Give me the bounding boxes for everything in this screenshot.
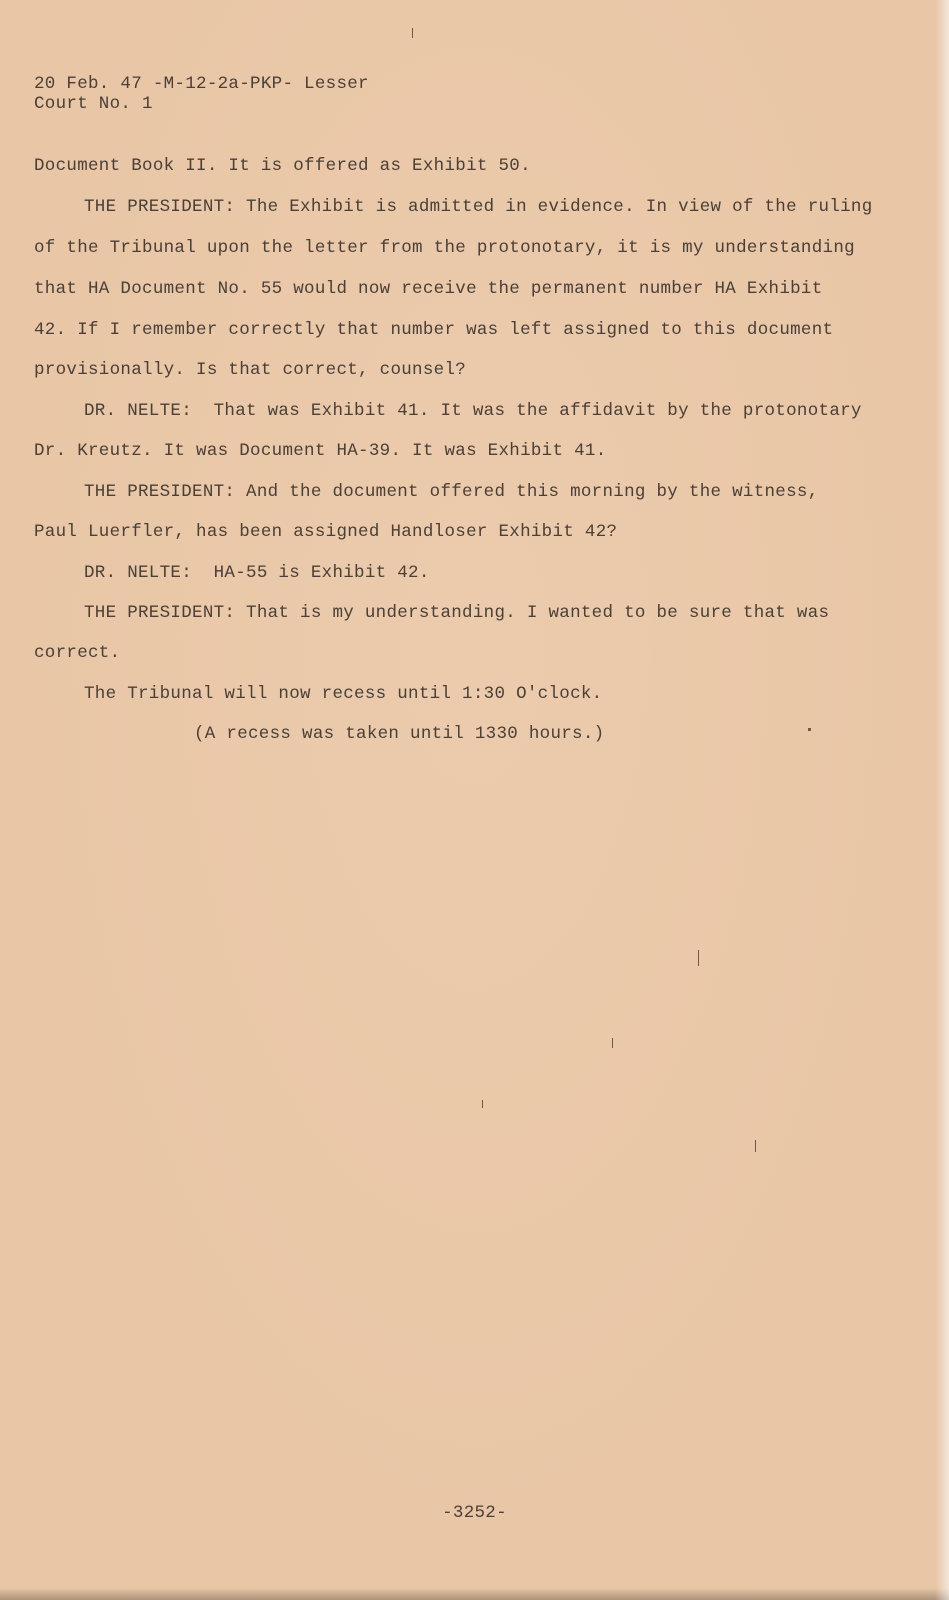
transcript-line: of the Tribunal upon the letter from the protonotary, it is my understanding (34, 238, 855, 258)
transcript-line: 42. If I remember correctly that number was left assigned to this document (34, 320, 834, 340)
paper-speck (482, 1100, 483, 1108)
paper-speck (755, 1140, 756, 1152)
page-number: -3252- (442, 1503, 507, 1523)
transcript-line: The Tribunal will now recess until 1:30 O'clock. (84, 684, 603, 704)
paper-speck (412, 28, 413, 38)
paper-bottom-edge (0, 1588, 949, 1600)
transcript-line: provisionally. Is that correct, counsel? (34, 360, 467, 380)
transcript-line: (A recess was taken until 1330 hours.) (194, 724, 605, 744)
transcript-line: DR. NELTE: HA-55 is Exhibit 42. (84, 563, 430, 583)
header-court-line: Court No. 1 (34, 94, 153, 114)
transcript-line: Document Book II. It is offered as Exhibit 50. (34, 156, 531, 176)
transcript-line: THE PRESIDENT: That is my understanding. I wanted to be sure that was (84, 603, 830, 623)
transcript-line: THE PRESIDENT: The Exhibit is admitted in evidence. In view of the ruling (84, 197, 873, 217)
transcript-line: DR. NELTE: That was Exhibit 41. It was the affidavit by the protonotary (84, 401, 862, 421)
paper-speck (612, 1038, 613, 1048)
paper-speck (808, 728, 811, 731)
paper-speck (698, 950, 699, 966)
transcript-line: that HA Document No. 55 would now receive the permanent number HA Exhibit (34, 279, 823, 299)
transcript-line: THE PRESIDENT: And the document offered this morning by the witness, (84, 482, 819, 502)
transcript-line: correct. (34, 643, 121, 663)
transcript-line: Paul Luerfler, has been assigned Handloser Exhibit 42? (34, 522, 618, 542)
transcript-line: Dr. Kreutz. It was Document HA-39. It was Exhibit 41. (34, 441, 607, 461)
header-date-line: 20 Feb. 47 -M-12-2a-PKP- Lesser (34, 74, 369, 94)
